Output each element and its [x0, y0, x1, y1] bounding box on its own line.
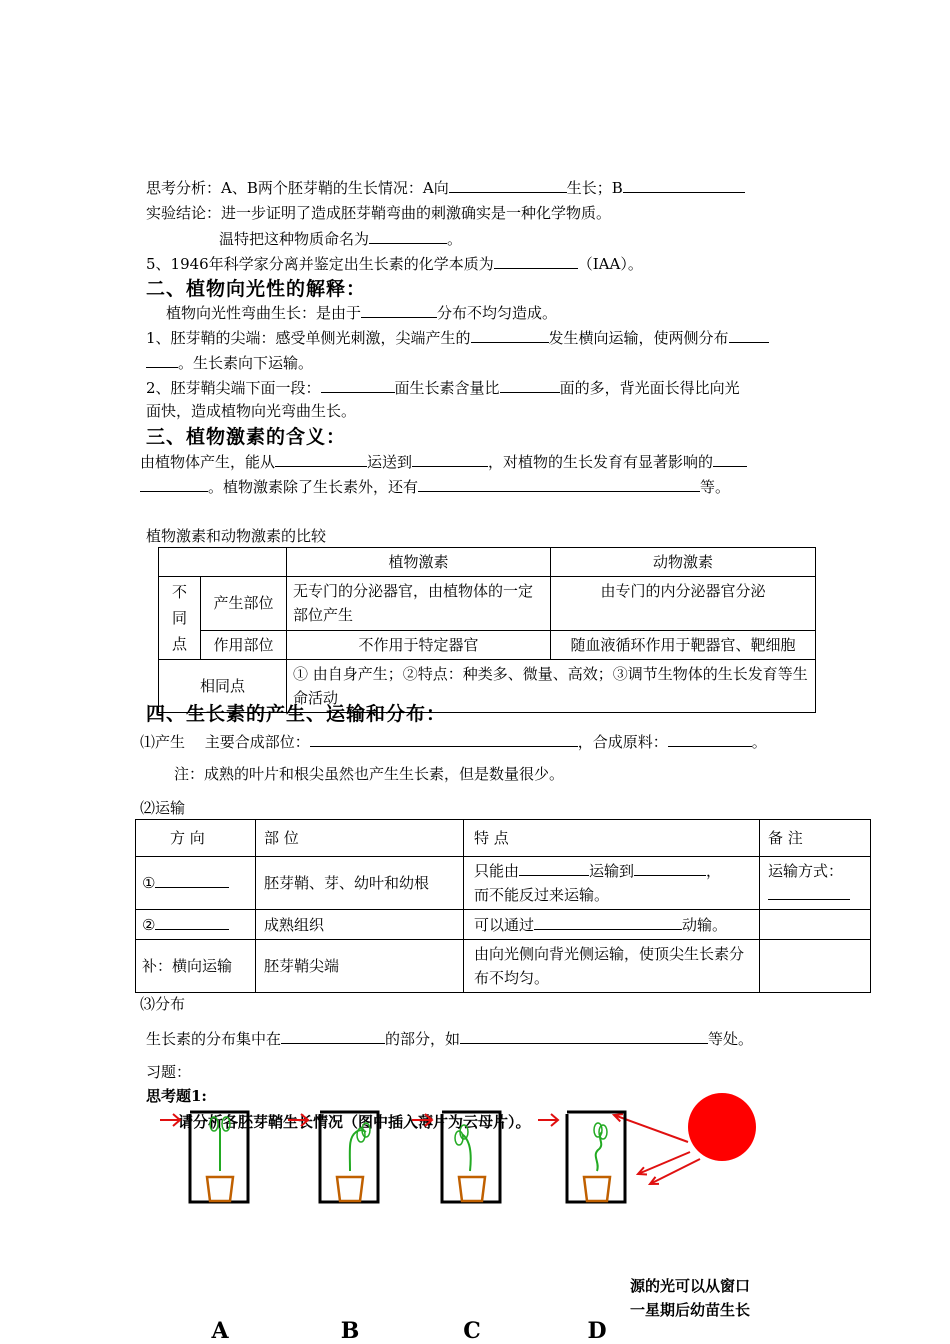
transport-heading: ⑵运输	[140, 799, 186, 817]
table-cell: 不作用于特定器官	[287, 630, 551, 659]
section3-heading: 三、植物激素的含义：	[146, 426, 347, 448]
leaf	[210, 1117, 218, 1131]
section2-p1-cont: 。生长素向下运输。	[146, 352, 313, 373]
section3-def2: 。植物激素除了生长素外，还有 等。	[140, 476, 730, 497]
flower-pot	[337, 1177, 363, 1201]
blank[interactable]	[155, 914, 229, 930]
section3-def1: 由植物体产生，能从 运送到 ，对植物的生长发育有显著影响的	[140, 451, 747, 472]
seedling-setup	[538, 1112, 625, 1344]
table-cell	[159, 548, 287, 577]
table-cell: 植物激素	[287, 548, 551, 577]
section2-p2: 2、胚芽鞘尖端下面一段： 面生长素含量比 面的多，背光面长得比向光	[146, 379, 740, 397]
blank[interactable]	[713, 451, 747, 467]
note-line: 注：成熟的叶片和根尖虽然也产生生长素，但是数量很少。	[174, 765, 565, 783]
table-cell: 成熟组织	[256, 910, 464, 940]
flower-pot	[584, 1177, 610, 1201]
experiment-figure	[0, 1080, 950, 1344]
light-rays	[614, 1114, 700, 1184]
table-cell: 部 位	[256, 820, 464, 857]
leaf	[594, 1123, 602, 1137]
blank[interactable]	[361, 302, 437, 318]
blank[interactable]	[623, 177, 745, 193]
blank[interactable]	[534, 914, 682, 930]
table-cell: 无专门的分泌器官，由植物体的一定部位产生	[287, 577, 551, 631]
table-cell: 备 注	[760, 820, 871, 857]
flower-pot	[207, 1177, 233, 1201]
table-cell	[760, 910, 871, 940]
table-row	[159, 630, 816, 659]
table-cell: ① 由自身产生；②特点：种类多、微量、高效；③调节生物体的生长发育等生命活动	[287, 660, 816, 713]
blank[interactable]	[321, 377, 395, 393]
table-cell: 作用部位	[201, 630, 287, 659]
table-cell: 随血液循环作用于靶器官、靶细胞	[551, 630, 816, 659]
figure-side-text: 源的光可以从窗口	[630, 1277, 751, 1295]
blank[interactable]	[412, 451, 488, 467]
table-cell: 由向光侧向背光侧运输，使顶尖生长素分布不均匀。	[464, 940, 760, 993]
blank[interactable]	[519, 860, 589, 876]
blank[interactable]	[449, 177, 567, 193]
seedling-setup	[288, 1112, 378, 1344]
blank[interactable]	[369, 228, 447, 244]
blank[interactable]	[281, 1028, 385, 1044]
figure-side-text: 一星期后幼苗生长	[630, 1301, 751, 1319]
blank[interactable]	[460, 1028, 708, 1044]
blank[interactable]	[729, 327, 769, 343]
production-line: ⑴产生 主要合成部位： ，合成原料： 。	[140, 733, 767, 751]
blank[interactable]	[471, 327, 549, 343]
went-line: 温特把这种物质命名为 。	[219, 230, 463, 248]
section4-heading: 四、生长素的产生、运输和分布：	[146, 703, 447, 725]
flower-pot	[459, 1177, 485, 1201]
seedling-setup	[412, 1112, 500, 1344]
light-ray-arrow	[638, 1152, 690, 1174]
question-text: 请分析各胚芽鞘生长情况（图中插入薄片为云母片）。	[178, 1113, 531, 1131]
table-cell: 相同点	[159, 660, 287, 713]
table-cell: 可以通过 动输。	[464, 910, 760, 940]
table-cell: 不同点	[159, 577, 201, 660]
section2-heading: 二、植物向光性的解释：	[146, 278, 367, 300]
section2-p2-cont: 面快，造成植物向光弯曲生长。	[146, 402, 357, 420]
blank[interactable]	[140, 476, 208, 492]
table-row	[136, 820, 871, 857]
blank[interactable]	[310, 731, 578, 747]
compare-title: 植物激素和动物激素的比较	[146, 527, 327, 545]
table-cell: 产生部位	[201, 577, 287, 631]
table-cell: 只能由 运输到 ， 而不能反过来运输。	[464, 857, 760, 910]
distribution-heading: ⑶分布	[140, 995, 186, 1013]
table-cell: 运输方式：	[760, 857, 871, 910]
light-ray-arrow	[650, 1159, 700, 1184]
conclusion-line: 实验结论：进一步证明了造成胚芽鞘弯曲的刺激确实是一种化学物质。	[146, 204, 612, 222]
section2-intro: 植物向光性弯曲生长：是由于 分布不均匀造成。	[166, 304, 558, 322]
table-row	[136, 910, 871, 940]
setup-label: C	[463, 1318, 481, 1344]
analysis-line: 思考分析：A、B两个胚芽鞘的生长情况：A向 生长；B	[146, 177, 745, 198]
blank[interactable]	[500, 377, 560, 393]
blank[interactable]	[634, 860, 706, 876]
table-cell: 方 向	[136, 820, 256, 857]
blank[interactable]	[494, 253, 578, 269]
setup-label: D	[587, 1318, 607, 1344]
leaf	[222, 1117, 230, 1131]
table-cell: 由专门的内分泌器官分泌	[551, 577, 816, 631]
blank[interactable]	[418, 476, 700, 492]
question-label: 思考题1:	[146, 1087, 207, 1105]
seedling-setup	[160, 1112, 248, 1344]
blank[interactable]	[668, 731, 752, 747]
transport-table	[135, 819, 871, 993]
table-cell: 胚芽鞘尖端	[256, 940, 464, 993]
table-row	[159, 548, 816, 577]
table-cell: 特 点	[464, 820, 760, 857]
distribution-line: 生长素的分布集中在 的部分，如 等处。	[146, 1030, 754, 1048]
blank[interactable]	[768, 884, 850, 900]
hormone-compare-table	[158, 547, 816, 713]
section2-p1: 1、胚芽鞘的尖端：感受单侧光刺激，尖端产生的 发生横向运输，使两侧分布	[146, 327, 769, 348]
blank[interactable]	[275, 451, 367, 467]
table-cell: 胚芽鞘、芽、幼叶和幼根	[256, 857, 464, 910]
table-cell: 动物激素	[551, 548, 816, 577]
table-cell: ①	[136, 857, 256, 910]
setup-label: B	[340, 1318, 360, 1344]
iaa-line: 5、1946年科学家分离并鉴定出生长素的化学本质为 （IAA）。	[146, 255, 643, 273]
table-cell: 补：横向运输	[136, 940, 256, 993]
table-row	[136, 940, 871, 993]
table-cell: ②	[136, 910, 256, 940]
exercise-label: 习题：	[146, 1063, 192, 1081]
sun-icon	[688, 1093, 756, 1161]
table-row	[159, 577, 816, 631]
table-cell	[760, 940, 871, 993]
blank[interactable]	[146, 352, 178, 368]
table-row	[136, 857, 871, 910]
blank[interactable]	[155, 872, 229, 888]
setup-label: A	[211, 1318, 229, 1344]
